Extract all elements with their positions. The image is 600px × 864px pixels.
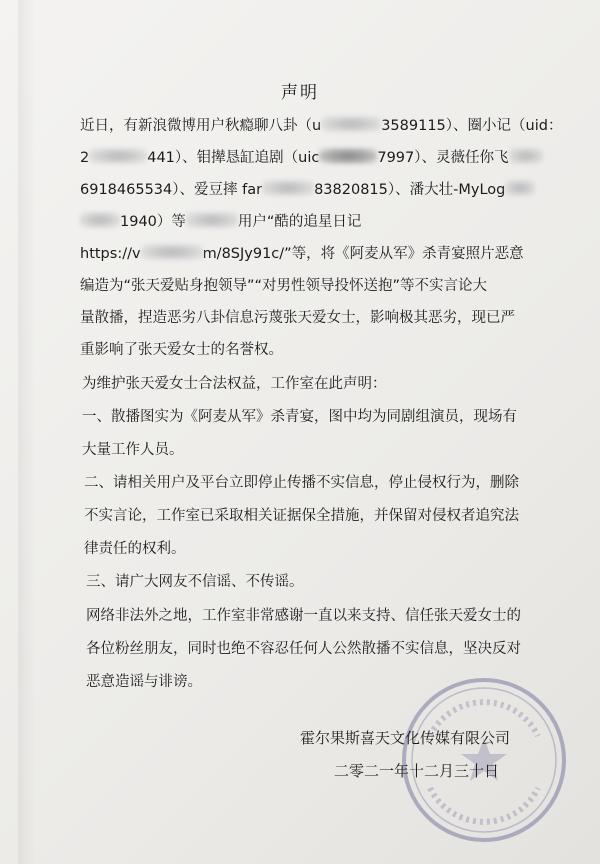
signature-company: 霍尔果斯喜天文化传媒有限公司 [300,729,511,747]
text-segment: https://v [80,246,141,262]
redaction-blur [509,148,543,164]
text-segment: 7997）、灵薇任你飞 [377,150,509,166]
body-line: 量散播，捏造恶劣八卦信息污蔑张天爱女士，影响极其恶劣，现已严 [80,310,515,326]
body-line [80,146,543,167]
paper-fold-shadow [18,0,36,864]
body-line: 律责任的权利。 [84,541,186,557]
text-segment: 2 [80,150,90,166]
body-line: 编造为“张天爱贴身抱领导”“对男性领导投怀送抱”等不实言论大 [80,278,488,294]
body-line: 各位粉丝朋友，同时也绝不容忍任何人公然散播不实信息，坚决反对 [86,641,521,657]
body-line [80,114,562,135]
redaction-blur [262,180,314,196]
redaction-blur [80,212,120,228]
text-segment: m/8SJy91c/”等，将《阿麦从军》杀青宴照片恶意 [202,246,524,262]
text-segment: 1940）等 [120,214,186,230]
signature-date: 二零二一年十二月三十日 [334,762,500,780]
text-segment: 近日，有新浪微博用户秋瘾聊八卦（u [80,118,322,134]
body-line: 网络非法外之地，工作室非常感谢一直以来支持、信任张天爱女士的 [86,608,521,624]
document-title: 声明 [281,83,319,103]
body-line: 恶意造谣与诽谤。 [86,674,202,690]
body-line: 一、散播图实为《阿麦从军》杀青宴，图中均为同剧组演员，现场有 [82,409,517,425]
body-line: 重影响了张天爱女士的名誉权。 [80,342,283,358]
redaction-blur [505,180,535,196]
body-line: 二、请相关用户及平台立即停止传播不实信息，停止侵权行为，删除 [84,475,519,491]
body-line: 为维护张天爱女士合法权益，工作室在此声明： [82,376,387,392]
body-line: 不实言论，工作室已采取相关证据保全措施，并保留对侵权者追究法 [84,508,519,524]
body-line: 大量工作人员。 [82,442,184,458]
text-segment: 用户“酷的追星日记 [237,214,362,230]
body-line [80,178,535,199]
text-segment: 3589115）、圈小记（uid： [381,118,563,134]
body-line [80,242,524,263]
text-segment: 441）、钼撵恳缸追剧（uic [147,150,320,166]
body-line: 三、请广大网友不信谣、不传谣。 [86,574,304,590]
body-line [80,210,361,231]
text-segment: 83820815）、潘大壮-MyLog [314,182,506,198]
redaction-blur [186,212,238,228]
text-segment: 6918465534）、爱豆摔 far [80,182,263,198]
redaction-blur [321,116,381,132]
redaction-blur [319,148,377,164]
redaction-blur [141,244,203,260]
redaction-blur [89,148,147,164]
